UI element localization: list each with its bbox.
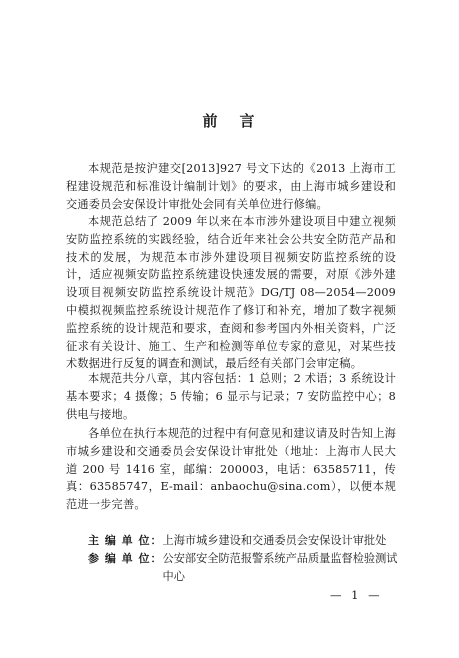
units-list (88, 532, 408, 586)
paragraph-1: 本规范是按沪建交[2013]927 号文下达的《2013 上海市工程建设规范和标准设计编制计划》的要求，由上海市城乡建设和交通委员会安保设计审批处会同有关单位进行修编。 (66, 162, 396, 211)
participating-unit (88, 550, 408, 586)
paragraph-4: 各单位在执行本规范的过程中有何意见和建议请及时告知上海市城乡建设和交通委员会安保设计审批处（地址：上海市人民大道 200 号 1416 室，邮编：200003，电话：63585711，传真：63585747，E-mail：anbaochu@sina.com），以便本规范进一步完善。 (66, 427, 396, 512)
page-number: — 1 — (330, 588, 383, 602)
unit-value: 公安部安全防范报警系统产品质量监督检验测试中心 (162, 552, 398, 583)
paragraph-3: 本规范共分八章，其内容包括：1 总则；2 术语；3 系统设计基本要求；4 摄像；5 传输；6 显示与记录；7 安防监控中心；8 供电与接地。 (66, 372, 396, 421)
unit-label: 参 编 单 位： (88, 552, 163, 565)
title-char-2: 言 (239, 112, 257, 130)
unit-value: 上海市城乡建设和交通委员会安保设计审批处 (162, 534, 387, 547)
page-title (0, 110, 459, 131)
chief-editor-unit (88, 532, 408, 550)
title-char-1: 前 (202, 112, 220, 130)
paragraph-2: 本规范总结了 2009 年以来在本市涉外建设项目中建立视频安防监控系统的实践经验，结合近年来社会公共安全防范产品和技术的发展，为规范本市涉外建设项目视频安防监控系统的设计，适应视频安防监控系统建设快速发展的需要，对原《涉外建设项目视频安防监控系统设计规范》DG/TJ 08—2054—2009 中模拟视频监控系统设计规范作了修订和补充，增加了数字视频监控系统的设计规范和要求，查阅和参考国内外相关资料，广泛征求有关设计、施工、生产和检测等单位专家的意见，对某些技术数据进行反复的调查和测试，最后经有关部门会审定稿。 (66, 215, 396, 371)
unit-label: 主 编 单 位： (88, 534, 163, 547)
